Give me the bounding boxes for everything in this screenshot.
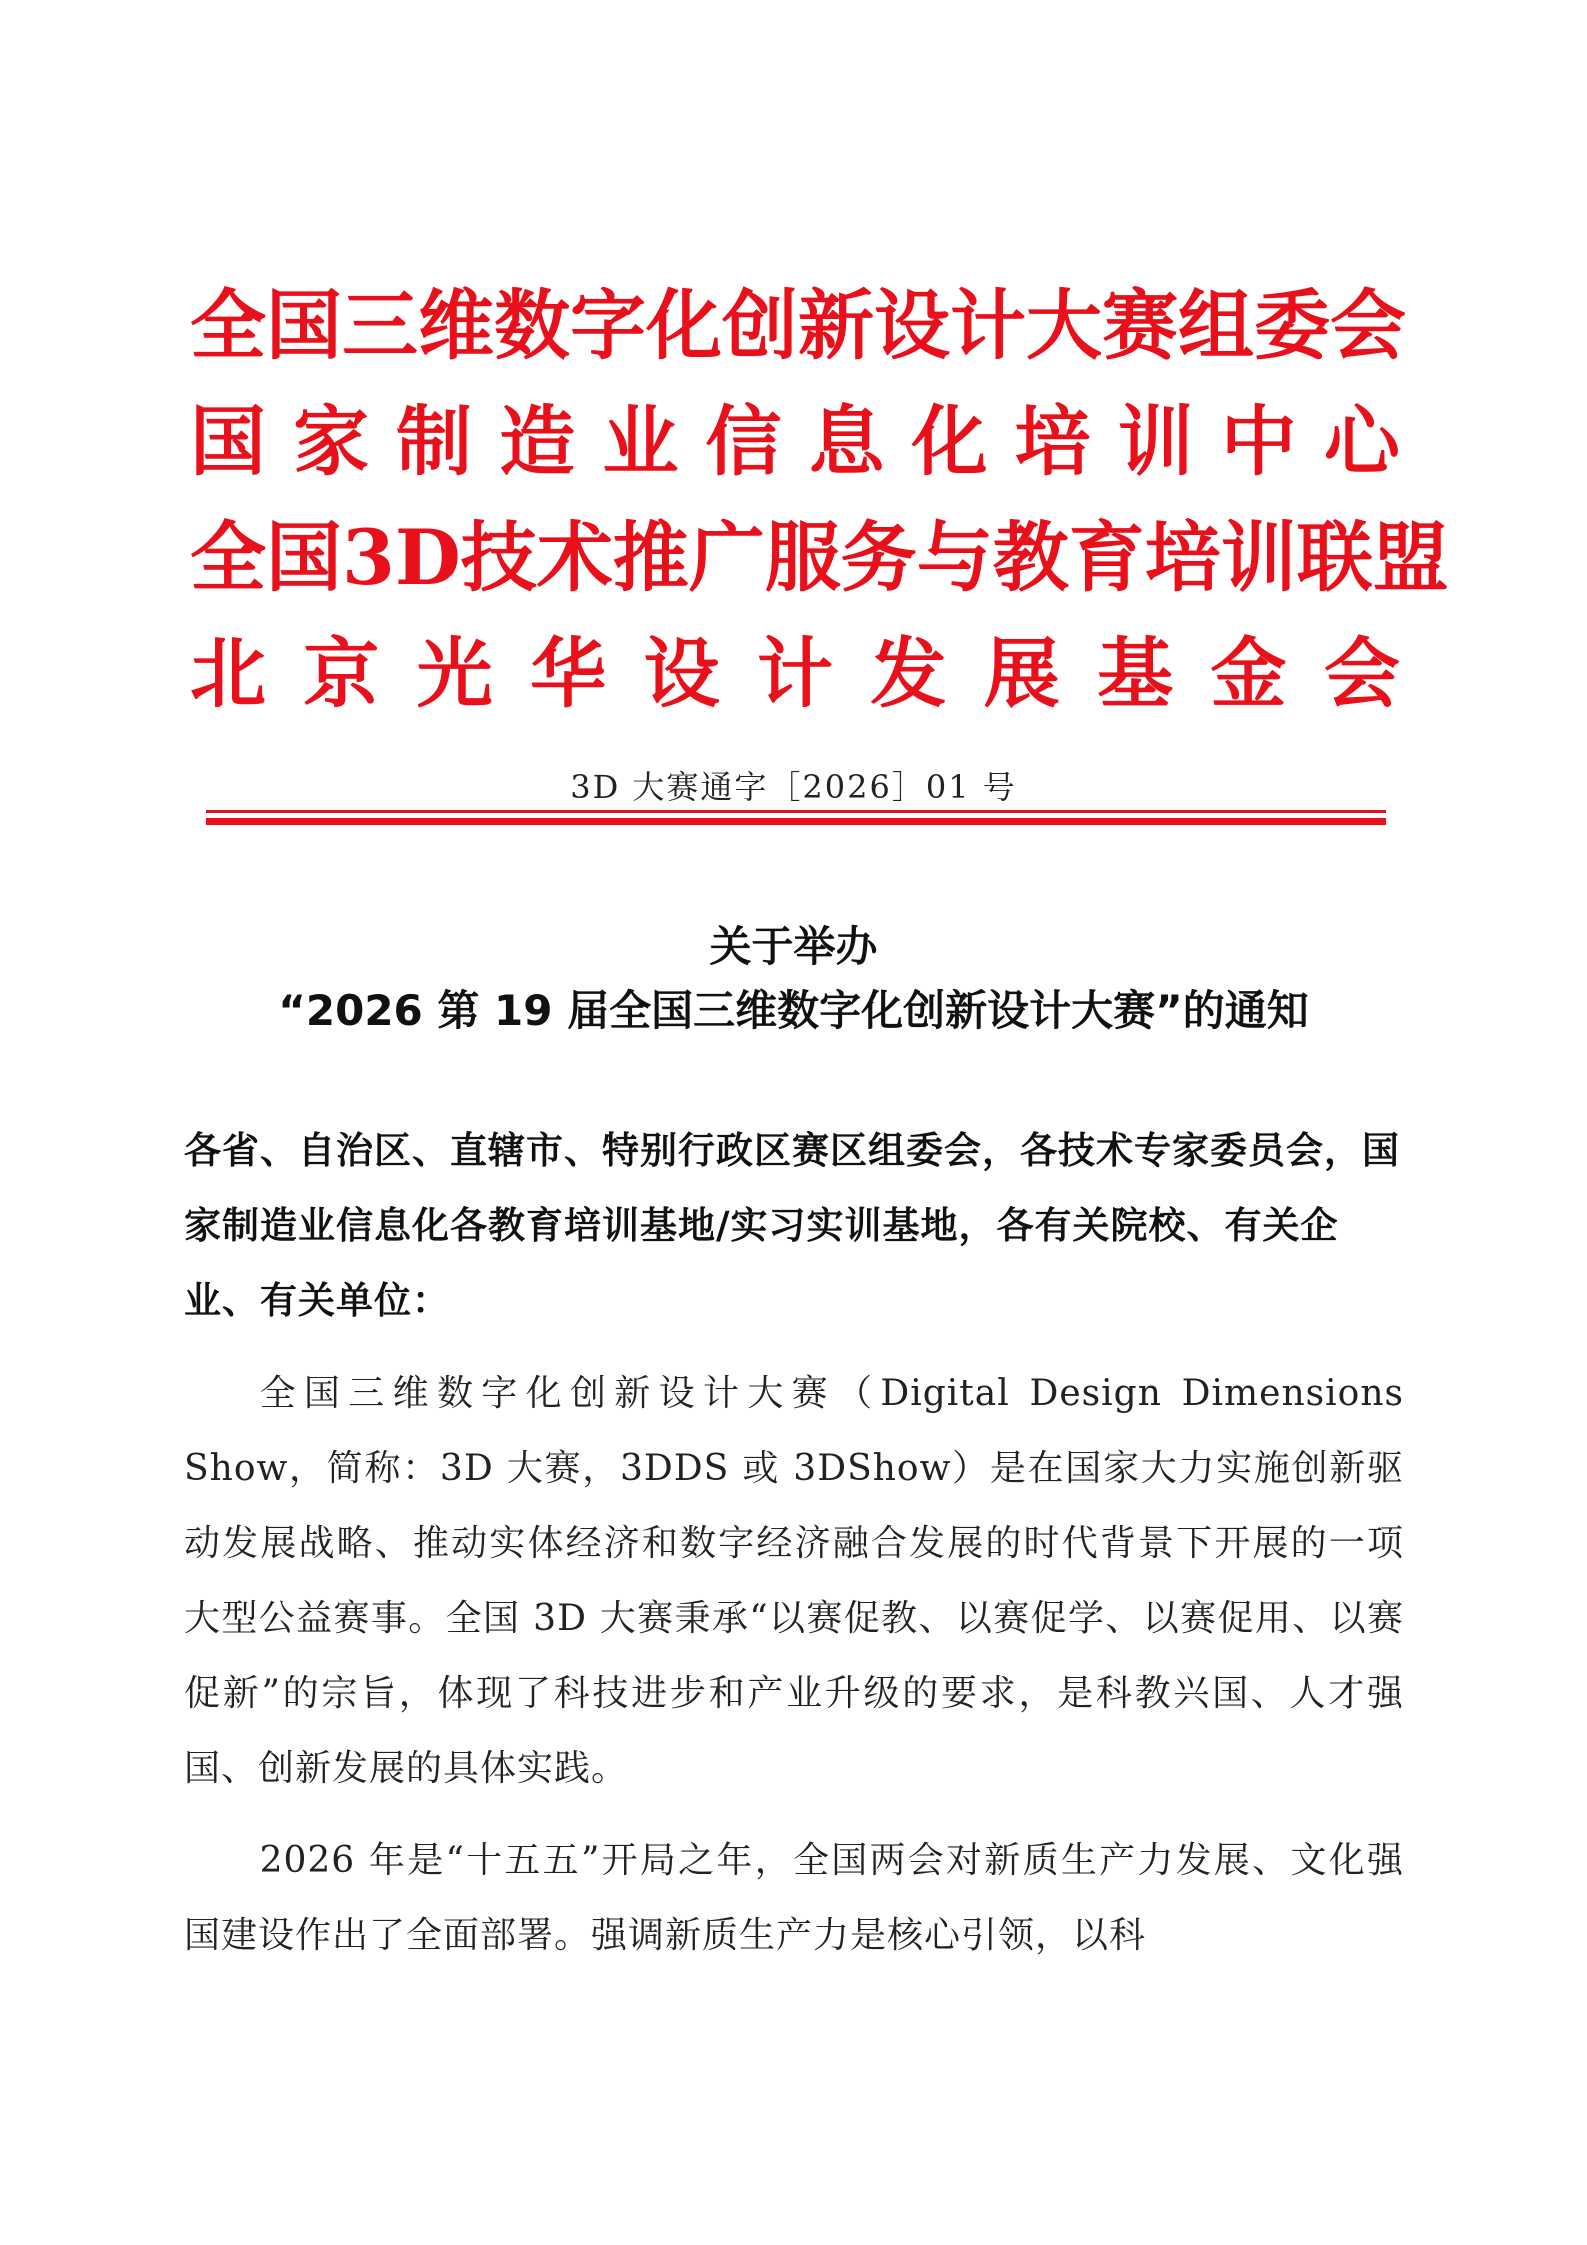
document-number: 3D 大赛通字［2026］01 号 [570, 768, 1017, 806]
notice-title-line2: “2026 第 19 届全国三维数字化创新设计大赛”的通知 [278, 986, 1309, 1035]
issuer-line: 全 国 3D 技 术 推 广 服 务 与 教 育 培 训 联 盟 [190, 513, 1449, 602]
letterhead-issuers [190, 268, 1449, 732]
issuer-line: 国 家 制 造 业 信 息 化 培 训 中 心 [190, 397, 1400, 486]
red-divider-thick [206, 818, 1386, 825]
issuer-line: 全 国 三 维 数 字 化 创 新 设 计 大 赛 组 委 会 [190, 281, 1406, 370]
body-paragraph: 2026 年是“十五五”开局之年，全国两会对新质生产力发展、文化强国建设作出了全面部署。强调新质生产力是核心引领，以科 [184, 1840, 1404, 1956]
red-divider-thin [206, 810, 1386, 813]
issuer-line: 北 京 光 华 设 计 发 展 基 金 会 [190, 629, 1400, 718]
salutation: 各省、自治区、直辖市、特别行政区赛区组委会，各技术专家委员会，国家制造业信息化各教育培训基地/实习实训基地，各有关院校、有关企业、有关单位： [184, 1129, 1400, 1322]
notice-title-line1: 关于举办 [709, 922, 878, 971]
body-paragraph: 全国三维数字化创新设计大赛（Digital Design Dimensions Show，简称：3D 大赛，3DDS 或 3DShow）是在国家大力实施创新驱动发展战略、推动实体经济和数字经济融合发展的时代背景下开展的一项大型公益赛事。全国 3D 大赛秉承“以赛促教、以赛促学、以赛促用、以赛促新”的宗旨，体现了科技进步和产业升级的要求，是科教兴国、人才强国、创新发展的具体实践。 [184, 1373, 1404, 1789]
